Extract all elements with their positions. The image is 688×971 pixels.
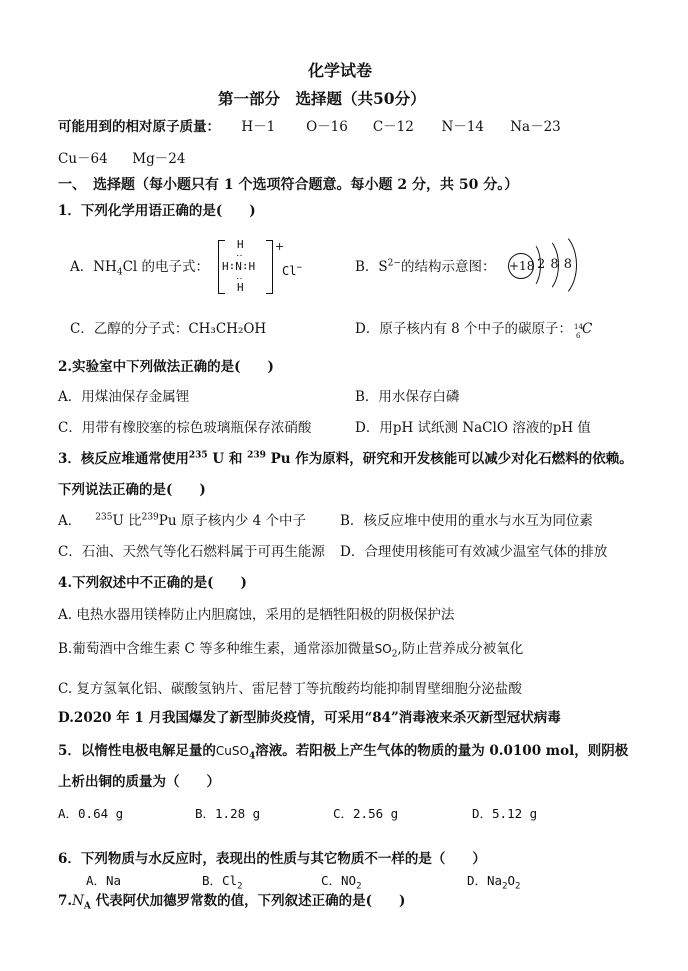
nucleus-circle: +18 (508, 253, 534, 279)
q4-option-a: A. 电热水器用镁棒防止内胆腐蚀，采用的是牺牲阳极的阴极保护法 (58, 607, 455, 623)
q1-stem: 1．下列化学用语正确的是( ) (58, 203, 256, 219)
q1-option-b (355, 258, 495, 276)
q1-a-h-top: H (237, 238, 244, 251)
q1-a-sub: 4 (116, 267, 123, 278)
q5-option-a: A．0.64 g (58, 806, 124, 821)
q4-option-c: C. 复方氢氧化铝、碳酸氢钠片、雷尼替丁等抗酸药均能抑制胃壁细胞分泌盐酸 (58, 681, 522, 697)
q3-a-pu-mass: 239 (141, 512, 159, 523)
q4-option-b (58, 640, 523, 658)
q7-pre: 7. (58, 893, 73, 909)
mass-n: N－14 (441, 119, 485, 135)
q6-option-b (202, 872, 243, 890)
shell-electrons: 2 8 8 (537, 257, 573, 272)
q1-option-d (355, 320, 592, 338)
q6-option-c (321, 872, 362, 890)
atomic-masses-label: 可能用到的相对原子质量： (58, 119, 220, 135)
q7-stem (58, 892, 405, 910)
q2-stem: 2.实验室中下列做法正确的是( ) (58, 359, 274, 375)
q3-option-b: B．核反应堆中使用的重水与水互为同位素 (340, 513, 593, 529)
q1-a-cl-text: Cl (282, 264, 297, 278)
q3-a-pre: A． (58, 513, 82, 529)
q6-d-sub2: 2 (515, 881, 521, 892)
q1-option-a (70, 258, 209, 276)
q4-b-sub: 2 (391, 649, 398, 660)
q5-stem-post: 溶液。若阳极上产生气体的物质的量为 0.0100 mol，则阴极 (255, 743, 629, 759)
q1-a-hnh: H∶N∶H (222, 260, 256, 273)
mass-mg: Mg－24 (132, 151, 186, 167)
q6-b-sub: 2 (237, 881, 243, 892)
q6-c-pre: C．NO (321, 873, 357, 888)
q3-option-c: C．石油、天然气等化石燃料属于可再生能源 (58, 544, 325, 560)
q3-stem-pre: 3．核反应堆通常使用 (58, 451, 189, 467)
q5-option-c: C．2.56 g (333, 806, 399, 821)
q5-stem2: 上析出铜的质量为（ ） (58, 774, 220, 790)
q4-b-so: SO (374, 642, 392, 656)
mass-h: H－1 (241, 119, 276, 135)
q3-a-mid: U 比 (112, 513, 142, 529)
q2-option-d: D．用pH 试纸测 NaClO 溶液的pH 值 (355, 420, 591, 436)
q2-option-c: C．用带有橡胶塞的棕色玻璃瓶保存浓硝酸 (58, 420, 312, 436)
q3-pu: Pu 作为原料，研究和开发核能可以减少对化石燃料的依赖。 (265, 451, 633, 467)
q4-b-post: ,防止营养成分被氧化 (397, 641, 524, 657)
q3-stem2: 下列说法正确的是( ) (58, 482, 206, 498)
q2-option-b: B．用水保存白磷 (355, 389, 460, 405)
q5-stem (58, 742, 628, 760)
q1-d-symbol: C (582, 321, 593, 337)
part-heading: 第一部分 选择题（共50分） (218, 89, 426, 108)
q5-sub: 4 (248, 751, 256, 762)
q6-stem: 6．下列物质与水反应时，表现出的性质与其它物质不一样的是（ ） (58, 851, 486, 867)
q5-option-b: B．1.28 g (195, 806, 261, 821)
q6-d-sub1: 2 (502, 881, 508, 892)
q3-u: U 和 (207, 451, 248, 467)
mass-o: O－16 (306, 119, 348, 135)
mass-na: Na－23 (510, 119, 561, 135)
section-heading: 一、 选择题（每小题只有 1 个选项符合题意。每小题 2 分，共 50 分。） (58, 177, 519, 193)
q7-na-sub: A (83, 901, 91, 912)
right-bracket (266, 240, 273, 294)
q3-option-d: D．合理使用核能可有效减少温室气体的排放 (340, 544, 608, 560)
q1-b-prefix: B．S (355, 259, 388, 275)
q1-d-mass: 14 (574, 323, 583, 331)
q5-cuso: CuSO (215, 744, 249, 758)
q6-c-sub: 2 (356, 881, 362, 892)
q1-b-suffix: 的结构示意图： (400, 259, 496, 275)
atomic-masses-row2 (58, 150, 185, 168)
q3-stem (58, 450, 633, 468)
q3-a-post: Pu 原子核内少 4 个中子 (158, 513, 307, 529)
q6-option-d (467, 872, 520, 890)
q1-a-suffix: Cl 的电子式： (122, 259, 210, 275)
q7-post: 代表阿伏加德罗常数的值，下列叙述正确的是( ) (90, 893, 406, 909)
q4-stem: 4.下列叙述中不正确的是( ) (58, 575, 247, 591)
q6-b-pre: B．Cl (202, 873, 238, 888)
q4-option-d: D.2020 年 1 月我国爆发了新型肺炎疫情，可采用“84”消毒液来杀灭新型冠状病毒 (58, 710, 561, 726)
atomic-masses (58, 118, 561, 136)
page-title: 化学试卷 (308, 61, 373, 80)
q6-d-mid: O (507, 873, 516, 888)
q1-d-z: 6 (576, 332, 581, 340)
q5-stem-pre: 5．以惰性电极电解足量的 (58, 743, 216, 759)
q3-pu-mass: 239 (247, 450, 266, 461)
q3-a-u-mass: 235 (95, 512, 113, 523)
q1-a-h-bottom: H (237, 281, 244, 294)
q2-option-a: A．用煤油保存金属锂 (58, 389, 190, 405)
q1-a-cl (282, 259, 302, 280)
q4-b-pre: B.葡萄酒中含维生素 C 等多种维生素，通常添加微量 (58, 641, 375, 657)
q1-a-dots-bottom: ‥ (236, 271, 243, 282)
q7-na: N (72, 893, 84, 909)
q1-d-text: D．原子核内有 8 个中子的碳原子： (355, 321, 572, 337)
q3-option-a (58, 512, 306, 530)
q1-option-c: C．乙醇的分子式：CH₃CH₂OH (70, 321, 267, 337)
q3-u-mass: 235 (188, 450, 208, 461)
q5-option-d: D．5.12 g (472, 806, 538, 821)
q1-b-sup: 2− (387, 258, 401, 269)
q1-a-minus: − (296, 263, 302, 273)
q1-a-dots-top: ‥ (236, 248, 243, 259)
mass-c: C－12 (372, 119, 414, 135)
q6-d-pre: D．Na (467, 873, 503, 888)
q1-a-plus: + (275, 240, 285, 253)
mass-cu: Cu－64 (58, 151, 108, 167)
q6-option-a: A．Na (86, 873, 122, 888)
q1-a-prefix: A．NH (70, 259, 117, 275)
